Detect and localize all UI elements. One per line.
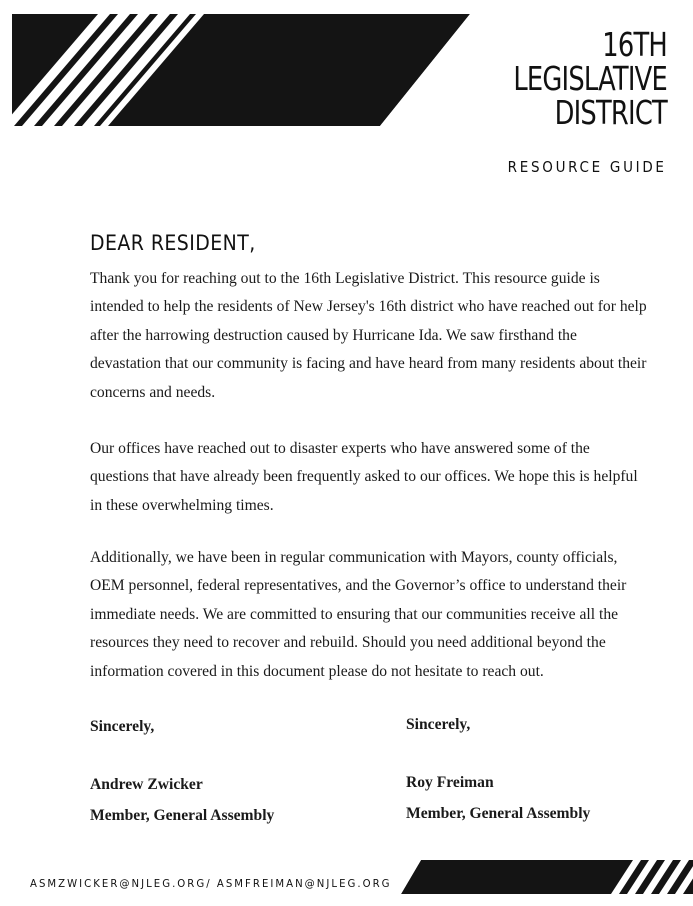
footer-emails: ASMZWICKER@NJLEG.ORG/ ASMFREIMAN@NJLEG.ORG [30, 877, 392, 890]
letter-greeting: DEAR RESIDENT, [90, 231, 256, 255]
signature-closing-left: Sincerely, [90, 718, 155, 735]
letter-paragraph-1: Thank you for reaching out to the 16th Legislative District. This resource guide is intended to help the residents of New Jersey's 16th district who have reached out for help after the harrowing destruction caused by Hurricane Ida. We saw firsthand the devastation that our community is facing and have heard from many residents about their concerns and needs. [90, 270, 647, 401]
title-line-3: DISTRICT [554, 93, 667, 132]
letter-paragraph-2: Our offices have reached out to disaster experts who have answered some of the questions that have already been frequently asked to our offices. We hope this is helpful in these overwhelming times. [90, 440, 638, 514]
header-stripe-banner [0, 0, 480, 130]
signature-role-right: Member, General Assembly [406, 805, 591, 822]
letter-paragraph-3: Additionally, we have been in regular communication with Mayors, county officials, OEM personnel, federal representatives, and the Governor’s office to understand their immediate needs. We are committed to ensuring that our communities receive all the resources they need to recover and rebuild. Should you need additional beyond the information covered in this document please do not hesitate to reach out. [90, 549, 627, 680]
title-line-2: LEGISLATIVE [513, 59, 667, 98]
signature-name-left: Andrew Zwicker [90, 776, 203, 793]
document-title [470, 25, 667, 132]
signature-closing-right: Sincerely, [406, 716, 471, 733]
footer-stripe-banner [393, 858, 693, 896]
title-line-1: 16TH [602, 25, 667, 64]
signature-role-left: Member, General Assembly [90, 807, 275, 824]
document-subtitle: RESOURCE GUIDE [508, 158, 667, 176]
signature-name-right: Roy Freiman [406, 774, 494, 791]
